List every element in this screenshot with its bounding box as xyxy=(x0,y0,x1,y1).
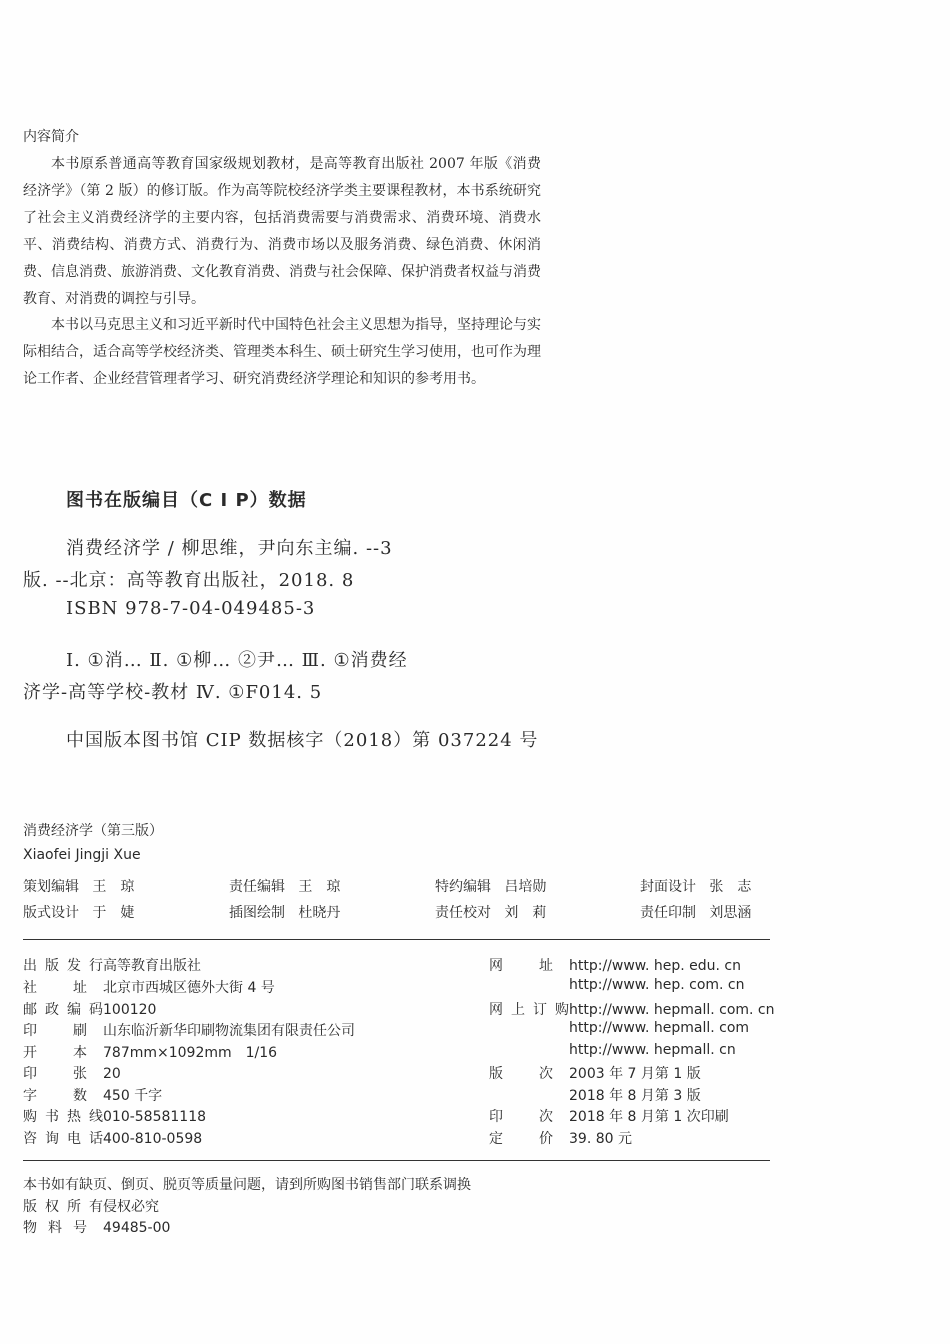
pubinfo-row xyxy=(489,977,745,993)
credit-item: 责任印制 刘思涵 xyxy=(640,905,752,921)
summary-paragraph-1: 本书原系普通高等教育国家级规划教材，是高等教育出版社 2007 年版《消费经济学》（第 2 版）的修订版。作为高等院校经济学类主要课程教材，本书系统研究了社会主义消费经济学的主要内容，包括消费需要与消费需求、消费环境、消费水平、消费结构、消费方式、消费行为、消费市场以及服务消费、绿色消费、休闲消费、信息消费、旅游消费、文化教育消费、消费与社会保障、保护消费者权益与消费教育、对消费的调控与引导。 xyxy=(23,156,541,307)
material-number-row: 物料号 49485-00 xyxy=(23,1220,171,1236)
book-title-cn: 消费经济学（第三版） xyxy=(23,823,163,839)
pubinfo-row: 印次 2018 年 8 月第 1 次印刷 xyxy=(489,1109,729,1125)
website-link[interactable]: http://www. hep. com. cn xyxy=(569,977,745,993)
cip-line-1: 消费经济学 / 柳思维，尹向东主编. --3 xyxy=(66,538,393,559)
pubinfo-row: 印刷 山东临沂新华印刷物流集团有限责任公司 xyxy=(23,1023,355,1039)
pubinfo-row: 版次 2003 年 7 月第 1 版 xyxy=(489,1066,701,1082)
pubinfo-row: 网址 http://www. hep. edu. cn xyxy=(489,958,741,974)
divider-bottom xyxy=(23,1160,770,1161)
pubinfo-row: 咨询电话400-810-0598 xyxy=(23,1131,203,1147)
cip-record-number: 中国版本图书馆 CIP 数据核字（2018）第 037224 号 xyxy=(66,730,539,751)
pubinfo-row: 邮政编码100120 xyxy=(23,1002,157,1018)
copyright-row: 版权所有侵权必究 xyxy=(23,1199,159,1215)
pubinfo-row: 社址 北京市西城区德外大街 4 号 xyxy=(23,980,275,996)
cip-line-5: 济学-高等学校-教材 Ⅳ. ①F014. 5 xyxy=(23,682,323,703)
pubinfo-row xyxy=(489,1020,749,1036)
pubinfo-row: 字数 450 千字 xyxy=(23,1088,163,1104)
credit-item: 策划编辑 王 琼 xyxy=(23,879,135,895)
credit-item: 责任校对 刘 莉 xyxy=(435,905,547,921)
pubinfo-row: 2018 年 8 月第 3 版 xyxy=(569,1088,701,1104)
website-link[interactable]: http://www. hepmall. cn xyxy=(569,1042,736,1058)
website-link[interactable]: http://www. hep. edu. cn xyxy=(569,958,741,974)
quality-notice: 本书如有缺页、倒页、脱页等质量问题，请到所购图书销售部门联系调换 xyxy=(23,1177,471,1193)
cip-line-4: Ⅰ. ①消… Ⅱ. ①柳… ②尹… Ⅲ. ①消费经 xyxy=(66,650,408,671)
pubinfo-row: 出版发行高等教育出版社 xyxy=(23,958,201,974)
pubinfo-row: 购书热线010-58581118 xyxy=(23,1109,207,1125)
credit-item: 特约编辑 吕培勋 xyxy=(435,879,547,895)
credit-item: 版式设计 于 婕 xyxy=(23,905,135,921)
pubinfo-row: 印张 20 xyxy=(23,1066,121,1082)
pubinfo-row xyxy=(489,1042,736,1058)
credit-item: 封面设计 张 志 xyxy=(640,879,752,895)
summary-heading: 内容简介 xyxy=(23,129,79,145)
summary-paragraph-2: 本书以马克思主义和习近平新时代中国特色社会主义思想为指导，坚持理论与实际相结合，适合高等学校经济类、管理类本科生、硕士研究生学习使用，也可作为理论工作者、企业经营管理者学习、研究消费经济学理论和知识的参考用书。 xyxy=(23,317,541,387)
book-title-pinyin: Xiaofei Jingji Xue xyxy=(23,847,141,863)
pubinfo-row: 定价 39. 80 元 xyxy=(489,1131,632,1147)
credit-item: 插图绘制 杜晓丹 xyxy=(229,905,341,921)
cip-line-2: 版. --北京：高等教育出版社，2018. 8 xyxy=(23,570,355,591)
pubinfo-row: 网上订购http://www. hepmall. com. cn xyxy=(489,1002,775,1018)
website-link[interactable]: http://www. hepmall. com. cn xyxy=(569,1002,775,1018)
cip-isbn: ISBN 978-7-04-049485-3 xyxy=(66,598,316,619)
credit-item: 责任编辑 王 琼 xyxy=(229,879,341,895)
cip-title: 图书在版编目（C I P）数据 xyxy=(66,490,307,511)
divider-top xyxy=(23,939,770,940)
website-link[interactable]: http://www. hepmall. com xyxy=(569,1020,750,1036)
pubinfo-row: 开本 787mm×1092mm 1/16 xyxy=(23,1045,278,1061)
